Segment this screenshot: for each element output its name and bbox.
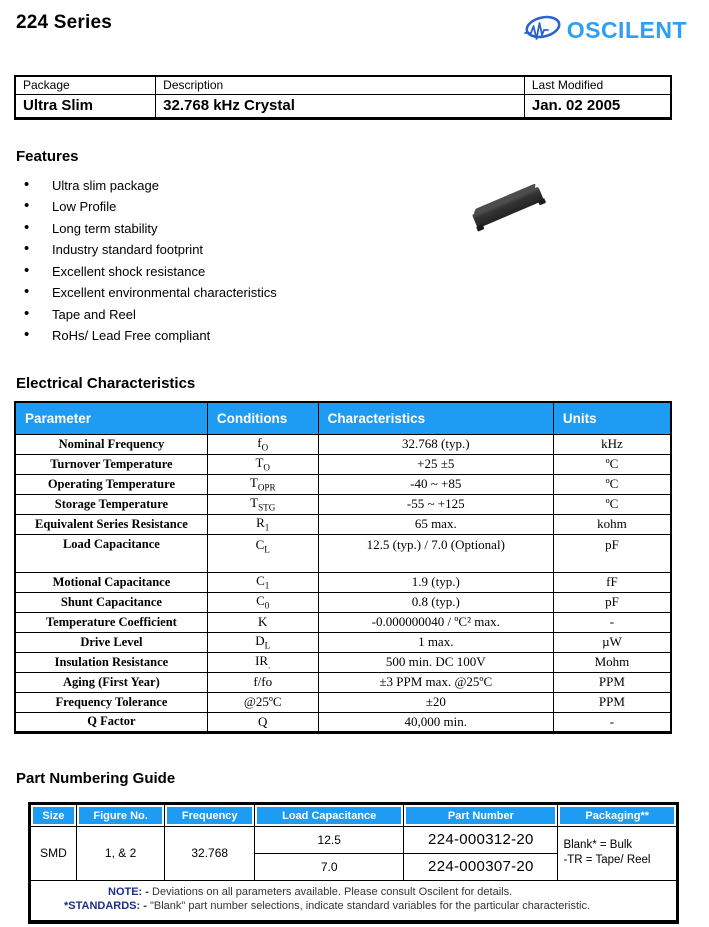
part-number-value: 224-000307-20 — [404, 853, 558, 880]
condition-cell: $T_{STG}$ — [207, 494, 318, 514]
characteristic-cell: 0.8 (typ.) — [318, 592, 553, 612]
load-capacitance-value: 12.5 — [255, 826, 404, 853]
figure-no-cell: 1, & 2 — [76, 826, 165, 880]
size-cell: SMD — [30, 826, 77, 880]
oscilent-logo — [522, 12, 687, 49]
description-value: 32.768 kHz Crystal — [156, 94, 525, 118]
condition-cell: @25ºC — [207, 692, 318, 712]
info-header-description: Description — [156, 76, 525, 94]
col-figure-no: Figure No. — [76, 803, 165, 826]
info-header-last-modified: Last Modified — [524, 76, 671, 94]
electrical-row — [15, 672, 671, 692]
col-size: Size — [30, 803, 77, 826]
parameter-cell: Aging (First Year) — [15, 672, 207, 692]
electrical-table-body — [15, 434, 671, 732]
col-packaging: Packaging** — [558, 803, 678, 826]
logo-text: OSCILENT — [566, 17, 687, 43]
parameter-cell: Turnover Temperature — [15, 454, 207, 474]
info-header-package: Package — [15, 76, 156, 94]
characteristic-cell: -0.000000040 / ºC² max. — [318, 612, 553, 632]
info-header-row — [15, 76, 671, 94]
crystal-pad-left — [476, 224, 484, 231]
notes-cell — [30, 880, 678, 922]
parameter-cell: Temperature Coefficient — [15, 612, 207, 632]
condition-cell: $T_O$ — [207, 454, 318, 474]
parameter-cell: Load Capacitance — [15, 534, 207, 572]
condition-cell: $D_L$ — [207, 632, 318, 652]
electrical-row — [15, 592, 671, 612]
feature-item: • Long term stability — [24, 222, 695, 236]
part-numbering-heading: Part Numbering Guide — [16, 769, 176, 787]
characteristic-cell: -40 ~ +85 — [318, 474, 553, 494]
condition-cell: $R_1$ — [207, 514, 318, 534]
unit-cell: fF — [553, 572, 671, 592]
feature-item: • Excellent environmental characteristics — [24, 286, 695, 300]
condition-cell: $f_O$ — [207, 434, 318, 454]
unit-cell: µW — [553, 632, 671, 652]
condition-cell: K — [207, 612, 318, 632]
packaging-option-bulk: Blank* = Bulk — [563, 839, 633, 851]
parameter-cell: Q Factor — [15, 712, 207, 732]
document-header — [14, 10, 695, 49]
unit-cell: ºC — [553, 474, 671, 494]
condition-cell: $C_1$ — [207, 572, 318, 592]
feature-item: • Low Profile — [24, 200, 695, 214]
unit-cell: Mohm — [553, 652, 671, 672]
electrical-row — [15, 712, 671, 732]
characteristic-cell: +25 ±5 — [318, 454, 553, 474]
col-parameter: Parameter — [15, 402, 207, 435]
parameter-cell: Operating Temperature — [15, 474, 207, 494]
condition-cell: $C_L$ — [207, 534, 318, 572]
parameter-cell: Nominal Frequency — [15, 434, 207, 454]
col-frequency: Frequency — [165, 803, 255, 826]
characteristic-cell: 65 max. — [318, 514, 553, 534]
electrical-row — [15, 474, 671, 494]
unit-cell: - — [553, 612, 671, 632]
feature-item: • Ultra slim package — [24, 179, 695, 193]
parameter-cell: Storage Temperature — [15, 494, 207, 514]
unit-cell: pF — [553, 592, 671, 612]
condition-cell: f/fo — [207, 672, 318, 692]
unit-cell: kohm — [553, 514, 671, 534]
part-numbering-table — [28, 802, 679, 925]
electrical-row — [15, 692, 671, 712]
electrical-header-row — [15, 402, 671, 435]
electrical-heading: Electrical Characteristics — [16, 374, 196, 392]
feature-item: • Tape and Reel — [24, 308, 695, 322]
note-line — [32, 885, 675, 899]
characteristic-cell: 32.768 (typ.) — [318, 434, 553, 454]
note-text: Deviations on all parameters available. Please consult Oscilent for details. — [152, 885, 513, 898]
part-row-1 — [30, 826, 678, 853]
standards-line — [32, 899, 675, 913]
part-number-value: 224-000312-20 — [404, 826, 558, 853]
last-modified-value: Jan. 02 2005 — [524, 94, 671, 118]
parameter-cell: Shunt Capacitance — [15, 592, 207, 612]
electrical-row — [15, 494, 671, 514]
package-value: Ultra Slim — [15, 94, 156, 118]
electrical-row — [15, 534, 671, 572]
electrical-row — [15, 652, 671, 672]
package-info-table — [14, 75, 672, 120]
electrical-row — [15, 572, 671, 592]
col-conditions: Conditions — [207, 402, 318, 435]
feature-item: • Industry standard footprint — [24, 243, 695, 257]
part-numbering-header-row — [30, 803, 678, 826]
unit-cell: ºC — [553, 454, 671, 474]
col-units: Units — [553, 402, 671, 435]
electrical-row — [15, 434, 671, 454]
features-heading: Features — [16, 147, 79, 165]
notes-row — [30, 880, 678, 922]
product-photo — [468, 176, 552, 238]
unit-cell: kHz — [553, 434, 671, 454]
characteristic-cell: 1 max. — [318, 632, 553, 652]
note-label: NOTE: - — [108, 885, 149, 898]
parameter-cell: Drive Level — [15, 632, 207, 652]
parameter-cell: Frequency Tolerance — [15, 692, 207, 712]
col-characteristics: Characteristics — [318, 402, 553, 435]
packaging-cell — [558, 826, 678, 880]
parameter-cell: Insulation Resistance — [15, 652, 207, 672]
info-value-row — [15, 94, 671, 118]
condition-cell: $C_0$ — [207, 592, 318, 612]
feature-item: • RoHs/ Lead Free compliant — [24, 329, 695, 343]
features-list — [14, 179, 695, 343]
page-title: 224 Series — [16, 12, 113, 33]
electrical-row — [15, 632, 671, 652]
unit-cell: - — [553, 712, 671, 732]
col-load-capacitance: Load Capacitance — [255, 803, 404, 826]
unit-cell: ºC — [553, 494, 671, 514]
characteristic-cell: ±20 — [318, 692, 553, 712]
packaging-option-tape-reel: -TR = Tape/ Reel — [563, 854, 651, 866]
unit-cell: pF — [553, 534, 671, 572]
oscilent-orbit-pulse-icon — [522, 12, 564, 49]
feature-item: • Excellent shock resistance — [24, 265, 695, 279]
electrical-table — [14, 401, 672, 734]
characteristic-cell: 40,000 min. — [318, 712, 553, 732]
parameter-cell: Equivalent Series Resistance — [15, 514, 207, 534]
condition-cell: $IR_.$ — [207, 652, 318, 672]
condition-cell: Q — [207, 712, 318, 732]
electrical-row — [15, 612, 671, 632]
col-part-number: Part Number — [404, 803, 558, 826]
characteristic-cell: -55 ~ +125 — [318, 494, 553, 514]
standards-label: *STANDARDS: - — [64, 899, 147, 912]
parameter-cell: Motional Capacitance — [15, 572, 207, 592]
unit-cell: PPM — [553, 692, 671, 712]
electrical-row — [15, 454, 671, 474]
characteristic-cell: 1.9 (typ.) — [318, 572, 553, 592]
characteristic-cell: 500 min. DC 100V — [318, 652, 553, 672]
characteristic-cell: 12.5 (typ.) / 7.0 (Optional) — [318, 534, 553, 572]
unit-cell: PPM — [553, 672, 671, 692]
crystal-package-image — [472, 187, 544, 229]
standards-text: "Blank" part number selections, indicate standard variables for the particular characteristic. — [149, 899, 591, 912]
electrical-row — [15, 514, 671, 534]
frequency-cell: 32.768 — [165, 826, 255, 880]
condition-cell: $T_{OPR}$ — [207, 474, 318, 494]
crystal-pad-right — [538, 198, 546, 205]
load-capacitance-value: 7.0 — [255, 853, 404, 880]
characteristic-cell: ±3 PPM max. @25ºC — [318, 672, 553, 692]
